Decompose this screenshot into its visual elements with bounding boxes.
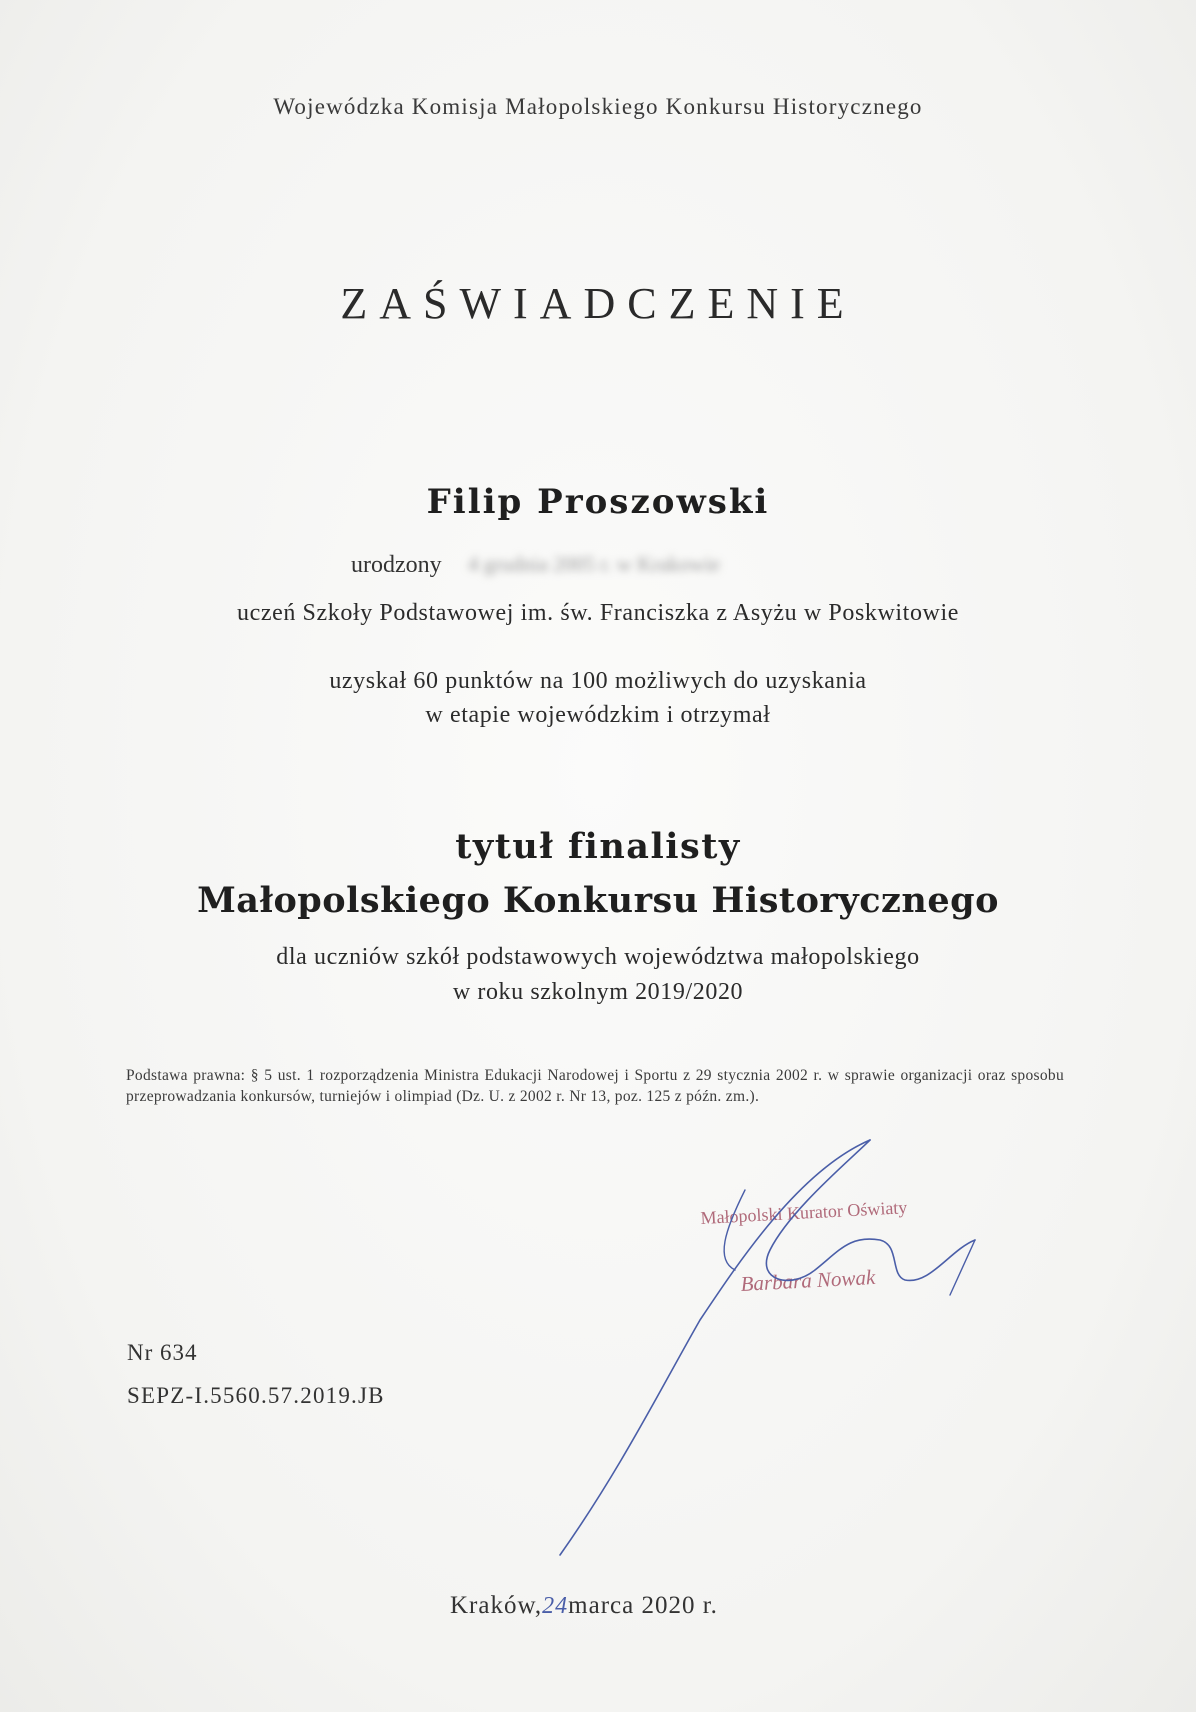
legal-basis: Podstawa prawna: § 5 ust. 1 rozporządzenia Ministra Edukacji Narodowej i Sportu z 29 stycznia 2002 r. w sprawie organizacji oraz sposobu przeprowadzania konkursów, turniejów i olimpiad (Dz. U. z 2002 r. Nr 13, poz. 125 z późn. zm.). xyxy=(126,1067,1064,1105)
signature-stroke-hook xyxy=(724,1190,745,1270)
school-year-line: w roku szkolnym 2019/2020 xyxy=(452,979,744,1005)
audience-line: dla uczniów szkół podstawowych województwa małopolskiego xyxy=(276,944,920,970)
signature-stroke-tail xyxy=(950,1240,975,1295)
place: Kraków, xyxy=(450,1592,543,1619)
school-line: uczeń Szkoły Podstawowej im. św. Franciszka z Asyżu w Poskwitowie xyxy=(236,600,959,626)
score-line: uzyskał 60 punktów na 100 możliwych do uzyskania xyxy=(329,668,867,694)
reference-code: SEPZ-I.5560.57.2019.JB xyxy=(127,1383,385,1408)
issuer-header: Wojewódzka Komisja Małopolskiego Konkursu Historycznego xyxy=(273,94,923,119)
competition-name: Małopolskiego Konkursu Historycznego xyxy=(197,880,999,921)
place-and-date xyxy=(450,1592,718,1620)
month-year: marca 2020 r. xyxy=(568,1592,718,1619)
born-label: urodzony xyxy=(351,552,442,578)
recipient-name: Filip Proszowski xyxy=(426,482,770,522)
stamp-title: Małopolski Kurator Oświaty xyxy=(700,1197,908,1228)
document-number: Nr 634 xyxy=(127,1340,198,1365)
document-title: ZAŚWIADCZENIE xyxy=(340,279,856,328)
stamp-name: Barbara Nowak xyxy=(740,1264,876,1296)
award-title: tytuł finalisty xyxy=(455,826,741,867)
handwritten-day: 24 xyxy=(542,1593,569,1619)
stage-line: w etapie wojewódzkim i otrzymał xyxy=(425,702,771,728)
born-value-redacted: 4 grudnia 2005 r. w Krakowie xyxy=(468,552,720,576)
